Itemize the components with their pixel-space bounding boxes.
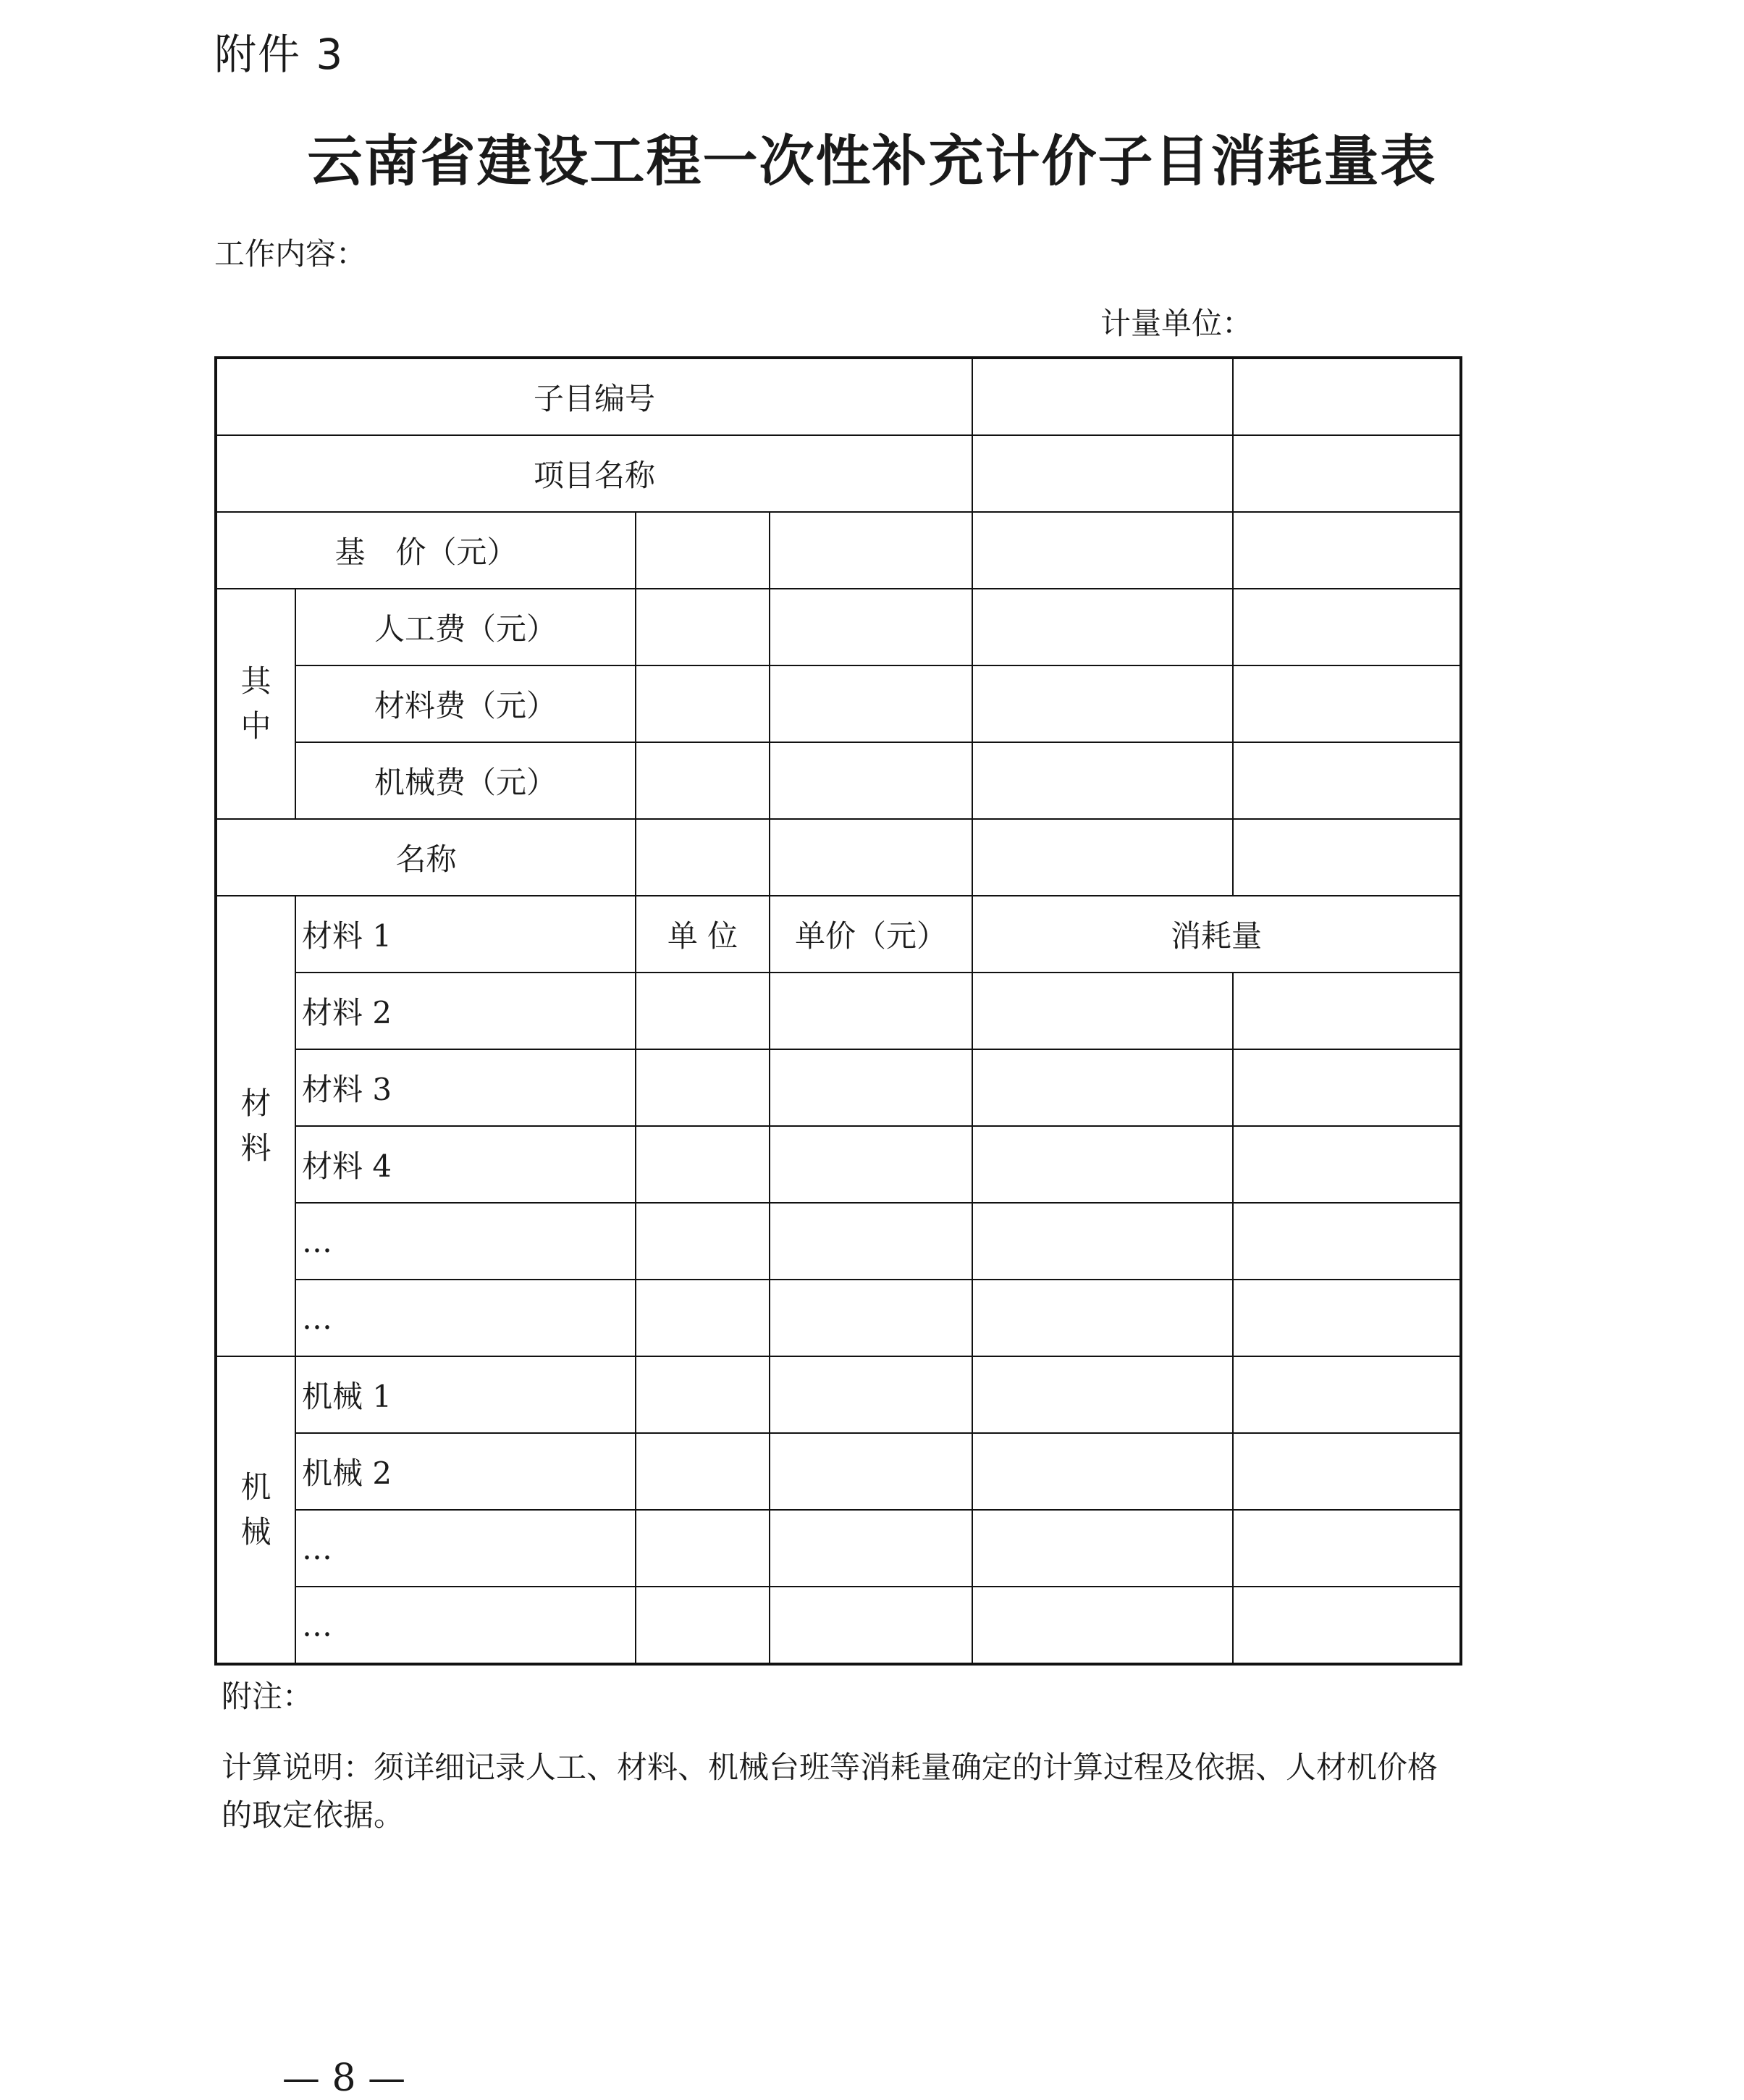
item-name-cell-1 <box>972 435 1233 512</box>
cell <box>1233 1433 1461 1510</box>
cell <box>770 1203 972 1280</box>
machine-name: 机械 1 <box>295 1356 636 1433</box>
material-row <box>216 1126 1461 1203</box>
cell <box>972 1126 1233 1203</box>
cell <box>636 1587 770 1664</box>
cell <box>636 1126 770 1203</box>
material-name: … <box>295 1203 636 1280</box>
base-price-cell-3 <box>972 512 1233 589</box>
cell <box>972 742 1233 819</box>
cell <box>1233 1356 1461 1433</box>
item-name-cell-2 <box>1233 435 1461 512</box>
cell <box>972 1510 1233 1587</box>
labor-fee-label: 人工费（元） <box>295 589 636 665</box>
cell <box>770 1510 972 1587</box>
machines-group-label: 机 械 <box>216 1356 295 1664</box>
material-row <box>216 973 1461 1049</box>
cell <box>972 1049 1233 1126</box>
cell <box>770 665 972 742</box>
base-price-cell-2 <box>770 512 972 589</box>
material-name: 材料 2 <box>295 973 636 1049</box>
machine-row <box>216 1433 1461 1510</box>
cell <box>1233 1587 1461 1664</box>
machine-fee-label: 机械费（元） <box>295 742 636 819</box>
cell <box>636 1280 770 1356</box>
materials-group-label: 材 料 <box>216 896 295 1356</box>
calculation-note: 计算说明：须详细记录人工、材料、机械台班等消耗量确定的计算过程及依据、人材机价格的取定依据。 <box>222 1750 1438 1833</box>
unit-label: 计量单位： <box>1100 306 1253 341</box>
base-price-cell-4 <box>1233 512 1461 589</box>
cell <box>770 742 972 819</box>
cell <box>636 589 770 665</box>
item-code-cell-1 <box>972 358 1233 435</box>
cell <box>1233 1126 1461 1203</box>
cell <box>972 973 1233 1049</box>
material-row <box>216 896 1461 973</box>
cell <box>770 589 972 665</box>
attachment-label: 附件 3 <box>214 30 345 79</box>
consumption-table <box>214 356 1462 1666</box>
material-row <box>216 1280 1461 1356</box>
material-name: 材料 1 <box>295 896 636 973</box>
unit-column-header: 单 位 <box>636 896 770 973</box>
cell <box>1233 742 1461 819</box>
cell <box>972 1587 1233 1664</box>
cell <box>636 665 770 742</box>
machine-row <box>216 1587 1461 1664</box>
cell <box>1233 1280 1461 1356</box>
cell <box>972 1203 1233 1280</box>
machine-row <box>216 1510 1461 1587</box>
material-row <box>216 1203 1461 1280</box>
machine-name: … <box>295 1587 636 1664</box>
material-name: 材料 3 <box>295 1049 636 1126</box>
cell <box>636 1433 770 1510</box>
unit-price-column-header: 单价（元） <box>770 896 972 973</box>
item-code-row <box>216 358 1461 435</box>
base-price-row <box>216 512 1461 589</box>
cell <box>770 973 972 1049</box>
material-row <box>216 1049 1461 1126</box>
cell <box>636 973 770 1049</box>
cell <box>770 1587 972 1664</box>
material-fee-row <box>216 665 1461 742</box>
material-name: 材料 4 <box>295 1126 636 1203</box>
cell <box>770 1433 972 1510</box>
document-title: 云南省建设工程一次性补充计价子目消耗量表 <box>307 129 1437 193</box>
cell <box>972 589 1233 665</box>
machine-fee-row <box>216 742 1461 819</box>
of-which-group-label: 其 中 <box>216 589 295 819</box>
cell <box>636 1049 770 1126</box>
cell <box>636 1356 770 1433</box>
name-label: 名称 <box>216 819 636 896</box>
cell <box>636 819 770 896</box>
base-price-label: 基 价（元） <box>216 512 636 589</box>
item-name-row <box>216 435 1461 512</box>
name-row <box>216 819 1461 896</box>
material-fee-label: 材料费（元） <box>295 665 636 742</box>
cell <box>1233 1203 1461 1280</box>
cell <box>770 1126 972 1203</box>
cell <box>1233 973 1461 1049</box>
consumption-column-header: 消耗量 <box>972 896 1461 973</box>
cell <box>1233 665 1461 742</box>
item-code-label: 子目编号 <box>216 358 972 435</box>
base-price-cell-1 <box>636 512 770 589</box>
work-content-label: 工作内容： <box>214 236 367 272</box>
item-code-cell-2 <box>1233 358 1461 435</box>
labor-row <box>216 589 1461 665</box>
cell <box>972 1433 1233 1510</box>
cell <box>972 665 1233 742</box>
cell <box>770 819 972 896</box>
material-name: … <box>295 1280 636 1356</box>
cell <box>636 1203 770 1280</box>
cell <box>972 1280 1233 1356</box>
cell <box>972 1356 1233 1433</box>
cell <box>770 1280 972 1356</box>
item-name-label: 项目名称 <box>216 435 972 512</box>
cell <box>1233 1049 1461 1126</box>
cell <box>770 1049 972 1126</box>
cell <box>770 1356 972 1433</box>
page-number: — 8 — <box>282 2057 406 2100</box>
cell <box>1233 589 1461 665</box>
machine-name: … <box>295 1510 636 1587</box>
note-label: 附注： <box>222 1679 313 1714</box>
cell <box>1233 1510 1461 1587</box>
cell <box>972 819 1233 896</box>
cell <box>1233 819 1461 896</box>
machine-row <box>216 1356 1461 1433</box>
cell <box>636 742 770 819</box>
cell <box>636 1510 770 1587</box>
machine-name: 机械 2 <box>295 1433 636 1510</box>
